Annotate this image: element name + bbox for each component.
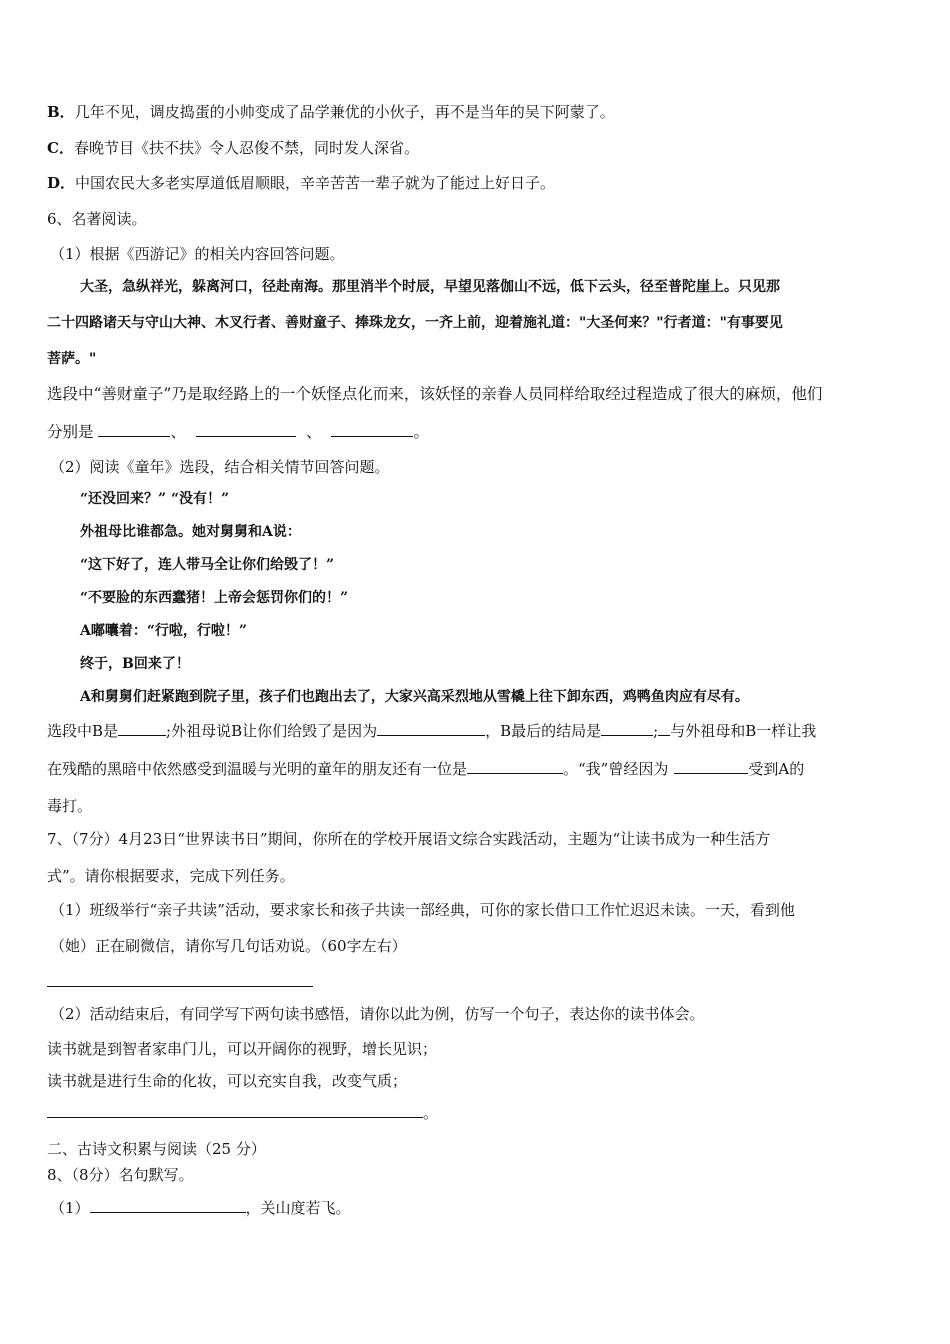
answer-blank-4[interactable]	[118, 721, 166, 736]
q6-part2-question-line3: 毒打。	[47, 797, 93, 815]
option-b-text: 几年不见，调皮捣蛋的小帅变成了品学兼优的小伙子，再不是当年的吴下阿蒙了。	[74, 103, 615, 121]
option-d	[47, 173, 555, 193]
q7-part2-end: 。	[423, 1104, 439, 1122]
tongnian-excerpt-line5: A嘟囔着：“行啦，行啦！”	[80, 623, 247, 639]
q6-p2-text-g: 。“我”曾经因为	[563, 760, 669, 778]
q6-p2-text-f: 在残酷的黑暗中依然感受到温暖与光明的童年的朋友还有一位是	[47, 760, 468, 778]
q6-p2-text-a: 选段中B是	[47, 722, 119, 740]
q6-p2-text-c: ，B最后的结局是	[485, 722, 602, 740]
tongnian-excerpt-line3: “这下好了，连人带马全让你们给毁了！”	[80, 557, 335, 573]
option-c-text: 春晚节目《扶不扶》令人忍俊不禁，同时发人深省。	[73, 139, 419, 157]
q6-p2-text-d: ;	[653, 722, 659, 740]
q7-part2-line1: （2）活动结束后，有同学写下两句读书感悟，请你以此为例，仿写一个句子，表达你的读书体会。	[50, 1005, 705, 1023]
answer-blank-9[interactable]	[90, 1198, 246, 1213]
q7-part1-line2: （她）正在刷微信，请你写几句话劝说。（60字左右）	[50, 937, 407, 955]
q8-title: 8、（8分）名句默写。	[47, 1166, 194, 1184]
q6-part2-prompt: （2）阅读《童年》选段，结合相关情节回答问题。	[50, 458, 390, 476]
q6-question-end: 。	[413, 423, 429, 441]
tongnian-excerpt-line6: 终于，B回来了！	[80, 656, 190, 672]
answer-blank-8[interactable]	[674, 759, 748, 774]
q7-intro-line2: 式”。请你根据要求，完成下列任务。	[47, 867, 295, 885]
answer-blank-2[interactable]	[196, 422, 296, 437]
answer-blank-3[interactable]	[331, 422, 413, 437]
answer-blank-6b[interactable]	[658, 721, 670, 736]
q6-question-line2	[47, 422, 429, 442]
q6-p2-text-e: 与外祖母和B一样让我	[670, 722, 817, 740]
tongnian-excerpt-line2: 外祖母比谁都急。她对舅舅和A说：	[80, 524, 301, 540]
q7-part2-answer	[47, 1103, 438, 1123]
q8-part1	[50, 1198, 351, 1218]
answer-blank-1[interactable]	[98, 422, 170, 437]
separator-2: 、	[305, 423, 322, 441]
separator-1: 、	[170, 423, 186, 441]
q6-part2-question-line1	[47, 721, 816, 741]
tongnian-excerpt-line7: A和舅舅们赶紧跑到院子里，孩子们也跑出去了，大家兴高采烈地从雪橇上往下卸东西，鸡鸭鱼肉应有尽有。	[80, 689, 749, 705]
option-c-letter: C．	[47, 139, 74, 157]
option-d-text: 中国农民大多老实厚道低眉顺眼，辛辛苦苦一辈子就为了能过上好日子。	[75, 174, 556, 192]
q8-part1-text: ，关山度若飞。	[245, 1199, 351, 1217]
q6-question-line1: 选段中“善财童子”乃是取经路上的一个妖怪点化而来，该妖怪的亲眷人员同样给取经过程造成了很大的麻烦，他们	[47, 385, 823, 403]
answer-blank-6[interactable]	[601, 721, 653, 736]
option-b-letter: B．	[47, 103, 75, 121]
q6-p2-text-b: ;外祖母说B让你们给毁了是因为	[166, 722, 378, 740]
q6-part2-question-line2	[47, 759, 804, 779]
q7-example-2: 读书就是进行生命的化妆，可以充实自我，改变气质；	[47, 1072, 408, 1090]
q6-question-prefix: 分别是	[47, 423, 94, 441]
xiyouji-excerpt-line3: 菩萨。"	[47, 351, 97, 367]
q7-part1-line1: （1）班级举行“亲子共读”活动，要求家长和孩子共读一部经典，可你的家长借口工作忙迟迟未读。一天，看到他	[50, 901, 795, 919]
q8-part1-number: （1）	[50, 1199, 90, 1217]
tongnian-excerpt-line4: “不要脸的东西蠢猪！上帝会惩罚你们的！”	[80, 590, 349, 606]
xiyouji-excerpt-line1: 大圣，急纵祥光，躲离河口，径赴南海。那里消半个时辰，早望见落伽山不远，低下云头，径至普陀崖上。只见那	[80, 279, 780, 295]
answer-blank-5[interactable]	[377, 721, 485, 736]
q7-example-1: 读书就是到智者家串门儿，可以开阔你的视野，增长见识；	[47, 1040, 438, 1058]
section-2-title: 二、古诗文积累与阅读（25 分）	[47, 1140, 266, 1158]
q6-p2-text-h: 受到A的	[748, 760, 805, 778]
answer-line-1[interactable]	[47, 986, 313, 987]
option-b	[47, 102, 615, 122]
answer-line-2[interactable]	[47, 1103, 423, 1118]
option-c	[47, 138, 419, 158]
answer-blank-7[interactable]	[467, 759, 563, 774]
q7-intro-line1: 7、（7分）4月23日“世界读书日”期间，你所在的学校开展语文综合实践活动，主题为“让读书成为一种生活方	[47, 830, 771, 848]
xiyouji-excerpt-line2: 二十四路诸天与守山大神、木叉行者、善财童子、捧珠龙女，一齐上前，迎着施礼道："大圣何来？"行者道："有事要见	[47, 315, 783, 331]
tongnian-excerpt-line1: “还没回来？” “没有！”	[80, 491, 230, 507]
q6-part1-prompt: （1）根据《西游记》的相关内容回答问题。	[50, 245, 345, 263]
option-d-letter: D．	[47, 174, 76, 192]
q6-title: 6、名著阅读。	[47, 210, 147, 228]
